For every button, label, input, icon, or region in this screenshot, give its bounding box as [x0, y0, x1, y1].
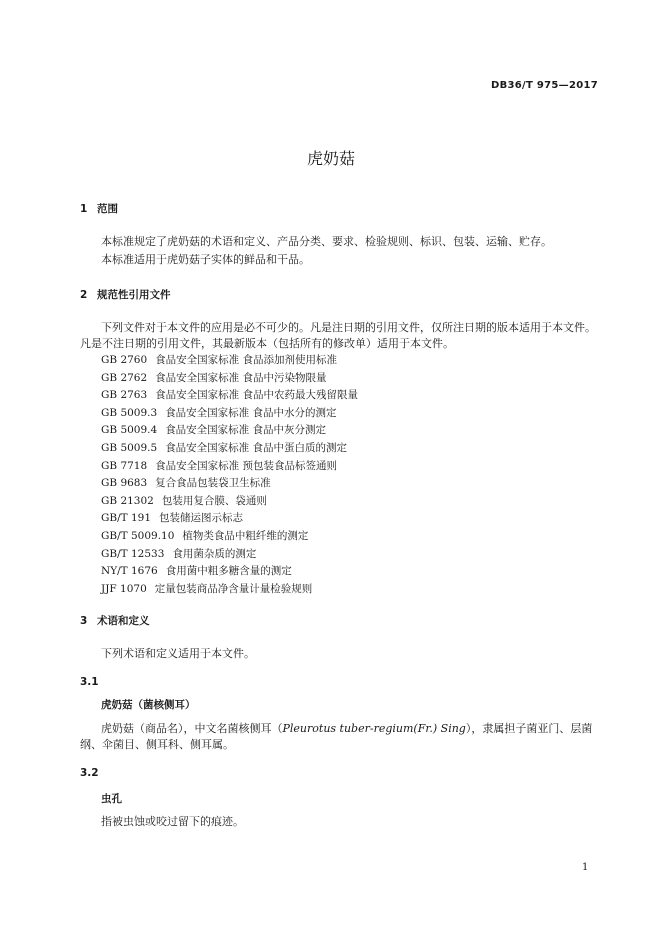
reference-code: GB 5009.3: [101, 406, 158, 419]
term-name: 虫孔: [101, 793, 122, 805]
paragraph: 本标准适用于虎奶菇子实体的鲜品和干品。: [101, 253, 310, 266]
reference-item: [101, 370, 327, 385]
definition-text: 虎奶菇（商品名），中文名菌核侧耳（: [101, 722, 283, 735]
reference-title: 植物类食品中粗纤维的测定: [182, 530, 309, 542]
reference-code: GB 2763: [101, 389, 148, 402]
section-title: 范围: [97, 203, 118, 215]
reference-item: [101, 546, 256, 561]
reference-code: GB 7718: [101, 459, 148, 472]
reference-code: JJF 1070: [101, 582, 147, 595]
paragraph: 下列文件对于本文件的应用是必不可少的。凡是注日期的引用文件，仅所注日期的版本适用于本文件。凡是不注日期的引用文件，其最新版本（包括所有的修改单）适用于本文件。: [80, 321, 596, 350]
reference-code: GB 5009.4: [101, 424, 158, 437]
reference-code: GB 9683: [101, 477, 148, 490]
section-heading-scope: [80, 201, 118, 216]
paragraph: 下列术语和定义适用于本文件。: [101, 647, 255, 660]
section-number: 3: [80, 615, 88, 627]
reference-item: [101, 440, 347, 455]
term-number: 3.1: [80, 676, 99, 688]
term-name: 虎奶菇（菌核侧耳）: [101, 699, 196, 711]
reference-item: [101, 510, 243, 525]
reference-code: GB 21302: [101, 494, 154, 507]
reference-item: [101, 528, 308, 543]
document-title: 虎奶菇: [306, 149, 355, 168]
reference-title: 食品安全国家标准 食品中污染物限量: [155, 371, 327, 384]
reference-title: 食品安全国家标准 食品添加剂使用标准: [155, 354, 338, 366]
reference-code: GB/T 191: [101, 512, 152, 525]
reference-code: GB 2762: [101, 371, 148, 384]
term-definition: 指被虫蚀或咬过留下的痕迹。: [101, 815, 244, 828]
reference-code: GB/T 12533: [101, 547, 165, 560]
reference-item: [101, 493, 267, 508]
reference-title: 食品安全国家标准 食品中农药最大残留限量: [155, 389, 359, 402]
reference-item: [101, 475, 271, 490]
definition-text: ），隶属担子菌亚门、层菌纲、伞菌目、侧耳科、侧耳属。: [80, 722, 593, 751]
term-definition: [80, 721, 600, 753]
reference-item: [101, 458, 337, 473]
section-title: 规范性引用文件: [97, 289, 171, 301]
latin-name: Pleurotus tuber-regium(Fr.) Sing: [282, 722, 466, 735]
section-number: 1: [80, 203, 88, 215]
reference-item: [101, 352, 337, 367]
section-number: 2: [80, 289, 88, 301]
reference-item: [101, 422, 326, 437]
reference-title: 包装用复合膜、袋通则: [161, 494, 267, 507]
section-heading-terms: [80, 613, 150, 628]
reference-code: GB/T 5009.10: [101, 530, 175, 542]
reference-title: 食品安全国家标准 食品中水分的测定: [165, 406, 337, 419]
reference-title: 复合食品包装袋卫生标准: [155, 477, 271, 490]
reference-title: 包装储运图示标志: [159, 512, 244, 525]
reference-title: 食品安全国家标准 食品中灰分测定: [165, 424, 327, 437]
document-code: DB36/T 975—2017: [491, 80, 598, 91]
page-number: 1: [582, 862, 589, 873]
reference-code: GB 2760: [101, 354, 148, 366]
reference-item: [101, 563, 292, 578]
paragraph: 本标准规定了虎奶菇的术语和定义、产品分类、要求、检验规则、标识、包装、运输、贮存。: [101, 235, 552, 248]
reference-title: 食用菌中粗多糖含量的测定: [165, 565, 292, 578]
reference-title: 定量包装商品净含量计量检验规则: [154, 582, 313, 595]
reference-item: [101, 405, 337, 420]
reference-title: 食品安全国家标准 食品中蛋白质的测定: [165, 442, 348, 454]
reference-code: GB 5009.5: [101, 442, 158, 454]
term-number: 3.2: [80, 767, 99, 779]
reference-title: 食品安全国家标准 预包装食品标签通则: [155, 459, 338, 472]
reference-item: [101, 387, 358, 402]
reference-code: NY/T 1676: [101, 565, 158, 578]
section-title: 术语和定义: [97, 615, 150, 627]
reference-item: [101, 581, 312, 596]
section-heading-normative-references: [80, 287, 171, 302]
reference-title: 食用菌杂质的测定: [172, 547, 257, 560]
